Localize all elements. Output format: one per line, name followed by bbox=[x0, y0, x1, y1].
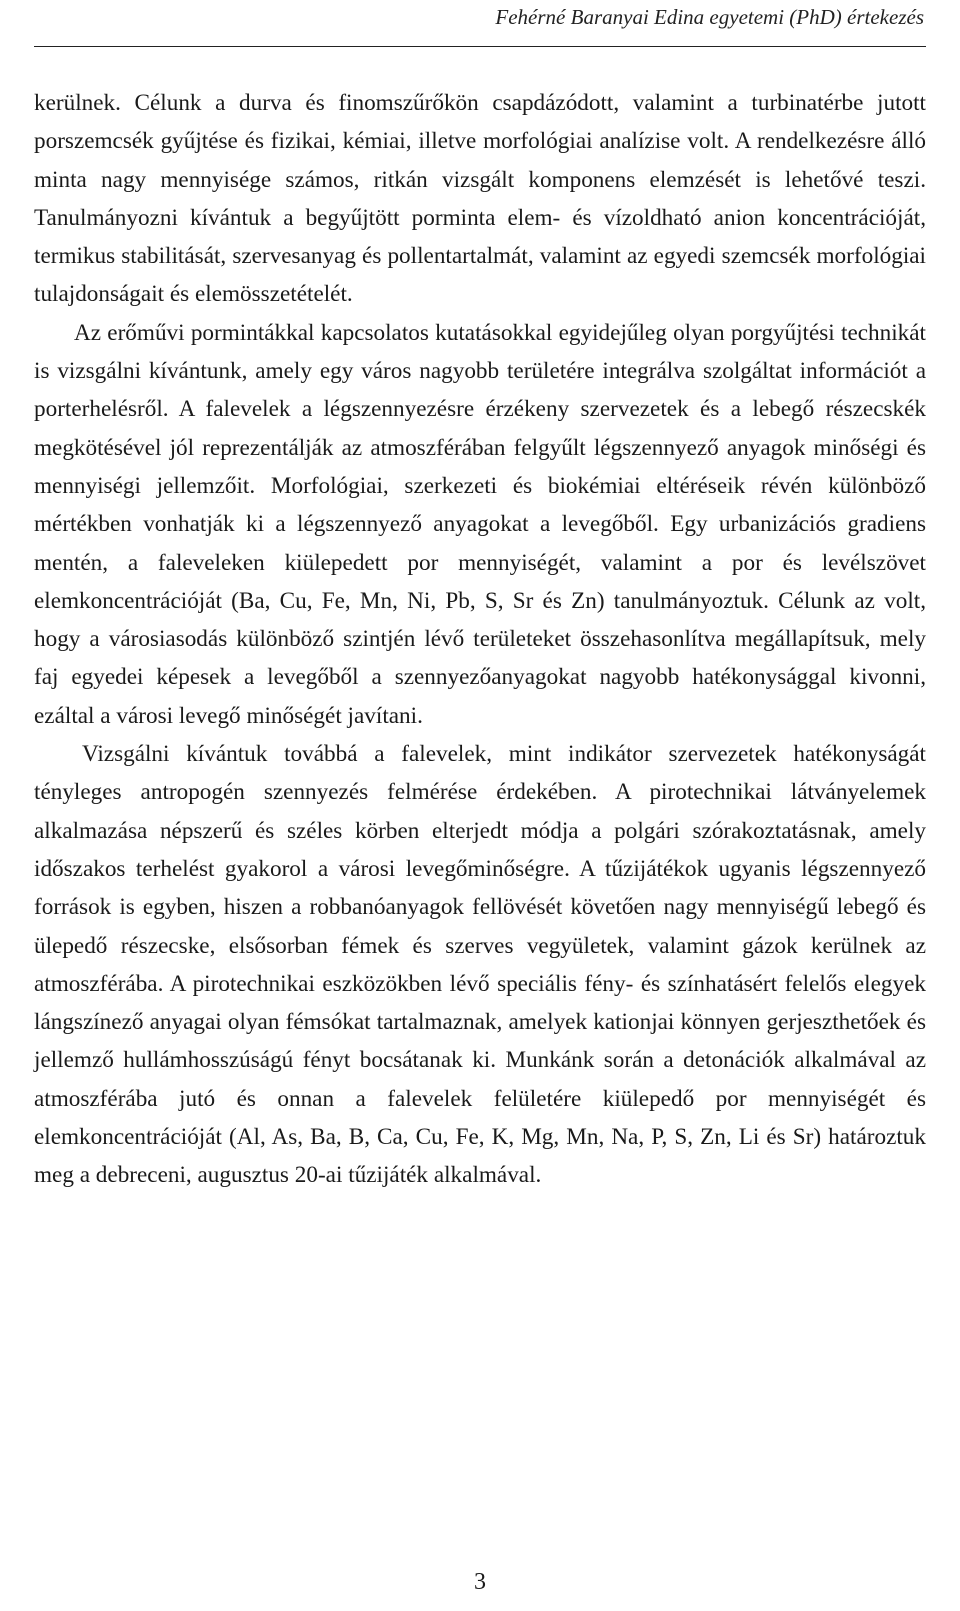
paragraph-fireworks: Vizsgálni kívántuk továbbá a falevelek, mint indikátor szervezetek hatékonyságát tényleges antropogén szennyezés felmérése érdekében. A pirotechnikai látványelemek alkalmazása népszerű és széles körben elterjedt módja a polgári szórakoztatásnak, amely időszakos terhelést gyakorol a városi levegőminőségre. A tűzijátékok ugyanis légszennyező források is egyben, hiszen a robbanóanyagok fellövését követően nagy mennyiségű lebegő és ülepedő részecske, elsősorban fémek és szerves vegyületek, valamint gázok kerülnek az atmoszférába. A pirotechnikai eszközökben lévő speciális fény- és színhatásért felelős elegyek lángszínező anyagai olyan fémsókat tartalmaznak, amelyek kationjai könnyen gerjeszthetőek és jellemző hullámhosszúságú fényt bocsátanak ki. Munkánk során a detonációk alkalmával az atmoszférába jutó és onnan a falevelek felületére kiülepedő por mennyiségét és elemkoncentrációját (Al, As, Ba, B, Ca, Cu, Fe, K, Mg, Mn, Na, P, S, Zn, Li és Sr) határoztuk meg a debreceni, augusztus 20-ai tűzijáték alkalmával. bbox=[34, 741, 926, 1189]
running-header: Fehérné Baranyai Edina egyetemi (PhD) értekezés bbox=[495, 5, 924, 29]
paragraph-leaf-dust: Az erőművi pormintákkal kapcsolatos kutatásokkal egyidejűleg olyan porgyűjtési technikát is vizsgálni kívántunk, amely egy város nagyobb területére integrálva szolgáltat információt a porterhelésről. A falevelek a légszennyezésre érzékeny szervezetek és a lebegő részecskék megkötésével jól reprezentálják az atmoszférában felgyűlt légszennyező anyagok minőségi és mennyiségi jellemzőit. Morfológiai, szerkezeti és biokémiai eltéréseik révén különböző mértékben vonhatják ki a légszennyező anyagokat a levegőből. Egy urbanizációs gradiens mentén, a faleveleken kiülepedett por mennyiségét, valamint a por és levélszövet elemkoncentrációját (Ba, Cu, Fe, Mn, Ni, Pb, S, Sr és Zn) tanulmányoztuk. Célunk az volt, hogy a városiasodás különböző szintjén lévő területeket összehasonlítva megállapítsuk, mely faj egyedei képesek a levegőből a szennyezőanyagokat nagyobb hatékonysággal kivonni, ezáltal a városi levegő minőségét javítani. bbox=[34, 319, 926, 729]
paragraph-continued: kerülnek. Célunk a durva és finomszűrőkön csapdázódott, valamint a turbinatérbe jutott porszemcsék gyűjtése és fizikai, kémiai, illetve morfológiai analízise volt. A rendelkezésre álló minta nagy mennyisége számos, ritkán vizsgált komponens elemzését is lehetővé teszi. Tanulmányozni kívántuk a begyűjtött porminta elem- és vízoldható anion koncentrációját, termikus stabilitását, szervesanyag és pollentartalmát, valamint az egyedi szemcsék morfológiai tulajdonságait és elemösszetételét. bbox=[34, 90, 926, 308]
page-number: 3 bbox=[474, 1569, 486, 1595]
header-divider bbox=[34, 46, 926, 47]
body-text bbox=[34, 84, 926, 1195]
